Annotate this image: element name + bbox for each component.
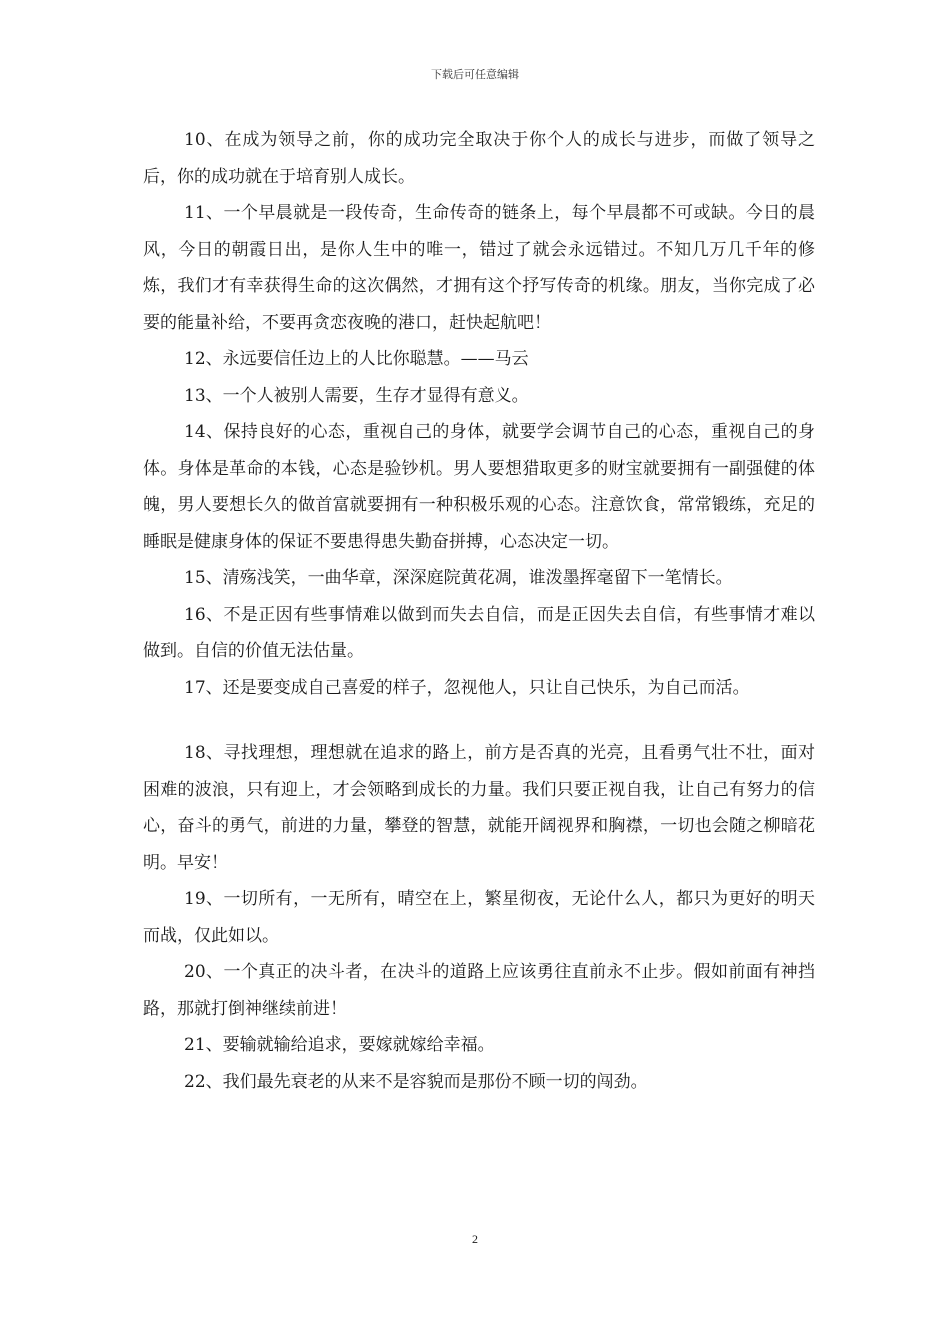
paragraph-16: 16、不是正因有些事情难以做到而失去自信，而是正因失去自信，有些事情才难以做到。自信的价值无法估量。: [143, 604, 815, 661]
paragraph-20: 20、一个真正的决斗者，在决斗的道路上应该勇往直前永不止步。假如前面有神挡路，那就打倒神继续前进！: [143, 962, 815, 1019]
paragraph-22: 22、我们最先衰老的从来不是容貌而是那份不顾一切的闯劲。: [184, 1071, 648, 1092]
paragraph-12: 12、永远要信任边上的人比你聪慧。——马云: [184, 349, 529, 369]
document-body: [143, 122, 815, 1100]
paragraph-21: 21、要输就输给追求，要嫁就嫁给幸福。: [184, 1035, 495, 1055]
paragraph-14: 14、保持良好的心态，重视自己的身体，就要学会调节自己的心态，重视自己的身体。身体是革命的本钱，心态是验钞机。男人要想猎取更多的财宝就要拥有一副强健的体魄，男人要想长久的做首富就要拥有一种积极乐观的心态。注意饮食，常常锻练，充足的睡眠是健康身体的保证不要患得患失勤奋拼搏，心态决定一切。: [143, 422, 815, 552]
page-header: 下载后可任意编辑: [431, 68, 519, 81]
paragraph-17: 17、还是要变成自己喜爱的样子，忽视他人，只让自己快乐，为自己而活。: [184, 677, 750, 698]
blank-line: [143, 706, 815, 735]
paragraph-13: 13、一个人被别人需要，生存才显得有意义。: [184, 385, 529, 406]
paragraph-19: 19、一切所有，一无所有，晴空在上，繁星彻夜，无论什么人，都只为更好的明天而战，仅此如以。: [143, 889, 815, 946]
paragraph-11: 11、一个早晨就是一段传奇，生命传奇的链条上，每个早晨都不可或缺。今日的晨风，今日的朝霞日出，是你人生中的唯一，错过了就会永远错过。不知几万几千年的修炼，我们才有幸获得生命的这次偶然，才拥有这个抒写传奇的机缘。朋友，当你完成了必要的能量补给，不要再贪恋夜晚的港口，赶快起航吧！: [143, 203, 815, 333]
page-number: 2: [472, 1232, 478, 1246]
paragraph-15: 15、清殇浅笑，一曲华章，深深庭院黄花凋，谁泼墨挥毫留下一笔情长。: [184, 568, 733, 588]
paragraph-18: 18、寻找理想，理想就在追求的路上，前方是否真的光亮，且看勇气壮不壮，面对困难的波浪，只有迎上，才会领略到成长的力量。我们只要正视自我，让自己有努力的信心，奋斗的勇气，前进的力量，攀登的智慧，就能开阔视界和胸襟，一切也会随之柳暗花明。早安！: [143, 743, 815, 873]
paragraph-10: 10、在成为领导之前，你的成功完全取决于你个人的成长与进步，而做了领导之后，你的成功就在于培育别人成长。: [143, 130, 815, 187]
